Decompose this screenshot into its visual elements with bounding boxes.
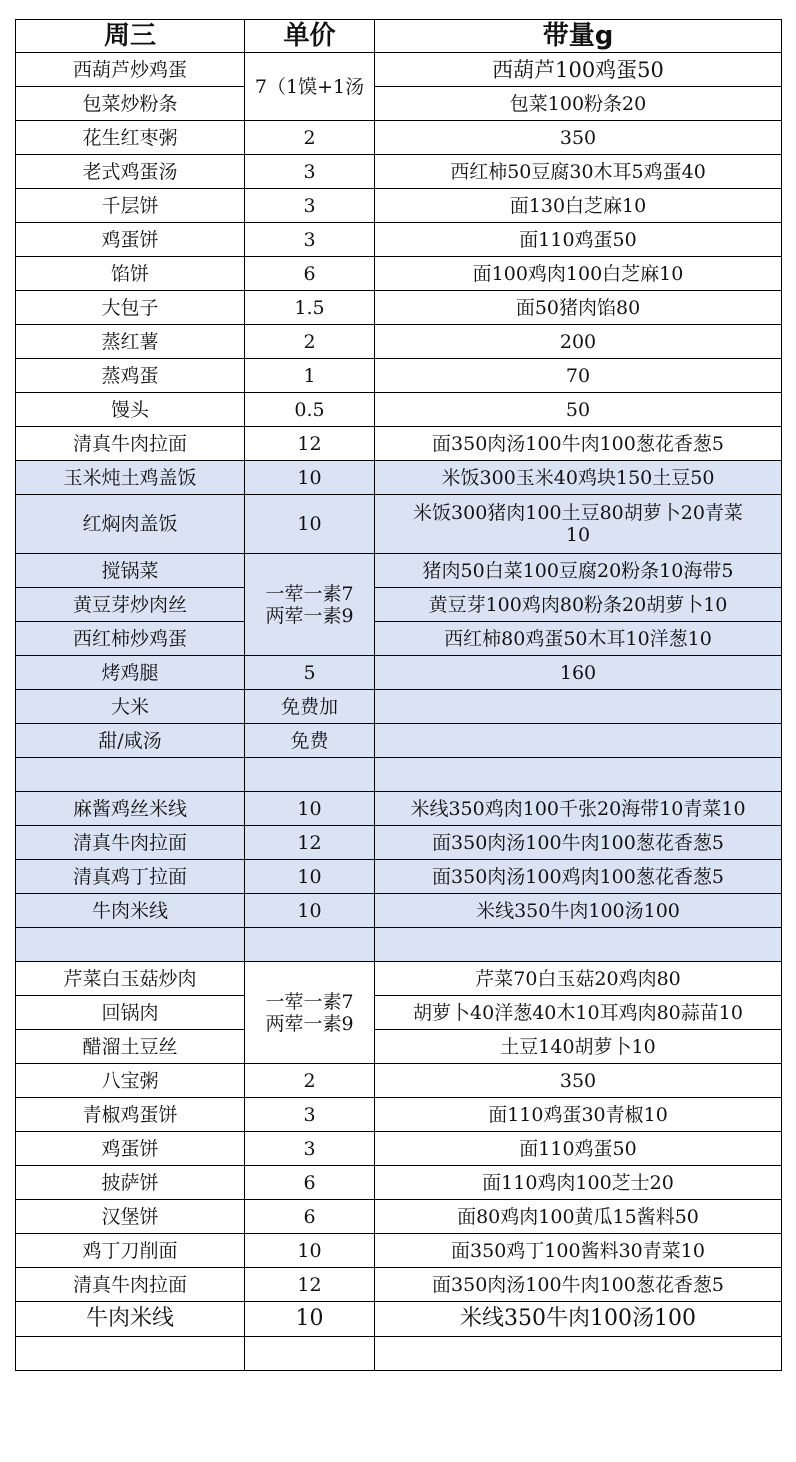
empty-cell <box>16 1337 245 1371</box>
dish-name: 鸡丁刀削面 <box>16 1234 245 1268</box>
dish-price: 5 <box>245 656 375 690</box>
dish-portion: 米线350牛肉100汤100 <box>375 1302 782 1337</box>
header-price: 单价 <box>245 20 375 53</box>
dish-portion: 面50猪肉馅80 <box>375 291 782 325</box>
table-row <box>16 588 782 622</box>
table-row <box>16 155 782 189</box>
dish-portion: 米线350鸡肉100千张20海带10青菜10 <box>375 792 782 826</box>
dish-name: 青椒鸡蛋饼 <box>16 1098 245 1132</box>
table-row <box>16 53 782 87</box>
dish-name: 花生红枣粥 <box>16 121 245 155</box>
dish-name: 清真牛肉拉面 <box>16 427 245 461</box>
dish-portion <box>375 690 782 724</box>
dish-name: 芹菜白玉菇炒肉 <box>16 962 245 996</box>
table-row <box>16 1064 782 1098</box>
table-row <box>16 1200 782 1234</box>
dish-price: 免费 <box>245 724 375 758</box>
dish-portion: 面350肉汤100鸡肉100葱花香葱5 <box>375 860 782 894</box>
dish-price: 3 <box>245 223 375 257</box>
table-row <box>16 690 782 724</box>
dish-price: 1 <box>245 359 375 393</box>
dish-name: 包菜炒粉条 <box>16 87 245 121</box>
dish-portion: 面350肉汤100牛肉100葱花香葱5 <box>375 427 782 461</box>
dish-price: 7（1馍+1汤 <box>245 53 375 121</box>
menu-table <box>15 19 782 1371</box>
table-row <box>16 359 782 393</box>
dish-price: 10 <box>245 792 375 826</box>
table-row <box>16 461 782 495</box>
dish-name: 大米 <box>16 690 245 724</box>
empty-cell <box>245 758 375 792</box>
dish-price <box>245 962 375 1064</box>
dish-price: 1.5 <box>245 291 375 325</box>
dish-name: 西葫芦炒鸡蛋 <box>16 53 245 87</box>
table-row <box>16 223 782 257</box>
dish-name: 披萨饼 <box>16 1166 245 1200</box>
dish-portion-line: 米饭300猪肉100土豆80胡萝卜20青菜 <box>413 502 743 524</box>
dish-price: 2 <box>245 121 375 155</box>
table-row <box>16 996 782 1030</box>
dish-name: 西红柿炒鸡蛋 <box>16 622 245 656</box>
dish-name: 清真鸡丁拉面 <box>16 860 245 894</box>
dish-name: 烤鸡腿 <box>16 656 245 690</box>
dish-price: 3 <box>245 1098 375 1132</box>
dish-portion: 米线350牛肉100汤100 <box>375 894 782 928</box>
dish-name: 大包子 <box>16 291 245 325</box>
dish-portion: 面80鸡肉100黄瓜15酱料50 <box>375 1200 782 1234</box>
empty-cell <box>375 1337 782 1371</box>
dish-price: 6 <box>245 1166 375 1200</box>
price-line: 两荤一素9 <box>265 604 354 627</box>
table-row <box>16 1030 782 1064</box>
dish-name: 千层饼 <box>16 189 245 223</box>
dish-portion: 面110鸡蛋30青椒10 <box>375 1098 782 1132</box>
table-row <box>16 724 782 758</box>
dish-portion: 面110鸡蛋50 <box>375 1132 782 1166</box>
dish-price <box>245 554 375 656</box>
price-line: 一荤一素7 <box>265 582 354 605</box>
dish-portion: 面350肉汤100牛肉100葱花香葱5 <box>375 826 782 860</box>
dish-name: 麻酱鸡丝米线 <box>16 792 245 826</box>
dish-price: 免费加 <box>245 690 375 724</box>
dish-price: 3 <box>245 1132 375 1166</box>
empty-row <box>16 928 782 962</box>
table-row <box>16 622 782 656</box>
dish-portion: 350 <box>375 121 782 155</box>
empty-cell <box>16 928 245 962</box>
dish-price: 2 <box>245 1064 375 1098</box>
table-row <box>16 189 782 223</box>
dish-portion-line: 10 <box>565 524 591 546</box>
dish-name: 鸡蛋饼 <box>16 1132 245 1166</box>
dish-price: 3 <box>245 189 375 223</box>
dish-name: 鸡蛋饼 <box>16 223 245 257</box>
dish-name: 蒸鸡蛋 <box>16 359 245 393</box>
table-header-row <box>16 20 782 53</box>
price-line: 一荤一素7 <box>265 990 354 1013</box>
dish-portion: 面130白芝麻10 <box>375 189 782 223</box>
dish-name: 八宝粥 <box>16 1064 245 1098</box>
dish-price: 3 <box>245 155 375 189</box>
dish-portion: 面100鸡肉100白芝麻10 <box>375 257 782 291</box>
empty-cell <box>245 1337 375 1371</box>
dish-price: 10 <box>245 860 375 894</box>
table-row <box>16 656 782 690</box>
dish-name: 回锅肉 <box>16 996 245 1030</box>
dish-portion: 黄豆芽100鸡肉80粉条20胡萝卜10 <box>375 588 782 622</box>
table-row <box>16 894 782 928</box>
dish-portion: 包菜100粉条20 <box>375 87 782 121</box>
table-row <box>16 554 782 588</box>
dish-portion <box>375 724 782 758</box>
dish-price: 10 <box>245 894 375 928</box>
empty-cell <box>375 928 782 962</box>
dish-name: 搅锅菜 <box>16 554 245 588</box>
table-row <box>16 1302 782 1337</box>
dish-price: 0.5 <box>245 393 375 427</box>
table-row <box>16 87 782 121</box>
dish-portion <box>375 495 782 554</box>
table-row <box>16 860 782 894</box>
table-row <box>16 1234 782 1268</box>
header-day: 周三 <box>16 20 245 53</box>
dish-price: 12 <box>245 826 375 860</box>
dish-portion: 200 <box>375 325 782 359</box>
empty-row <box>16 758 782 792</box>
dish-name: 玉米炖土鸡盖饭 <box>16 461 245 495</box>
price-line: 两荤一素9 <box>265 1012 354 1035</box>
dish-price: 10 <box>245 1302 375 1337</box>
dish-portion: 50 <box>375 393 782 427</box>
table-row <box>16 495 782 554</box>
dish-name: 甜/咸汤 <box>16 724 245 758</box>
dish-name: 老式鸡蛋汤 <box>16 155 245 189</box>
dish-name: 红焖肉盖饭 <box>16 495 245 554</box>
dish-price: 10 <box>245 461 375 495</box>
dish-portion: 土豆140胡萝卜10 <box>375 1030 782 1064</box>
dish-name: 馒头 <box>16 393 245 427</box>
dish-name: 清真牛肉拉面 <box>16 826 245 860</box>
dish-portion: 米饭300玉米40鸡块150土豆50 <box>375 461 782 495</box>
dish-name: 汉堡饼 <box>16 1200 245 1234</box>
empty-cell <box>16 758 245 792</box>
dish-price: 6 <box>245 257 375 291</box>
dish-portion: 160 <box>375 656 782 690</box>
empty-cell <box>245 928 375 962</box>
table-row <box>16 325 782 359</box>
table-row <box>16 1166 782 1200</box>
table-row <box>16 427 782 461</box>
dish-portion: 胡萝卜40洋葱40木10耳鸡肉80蒜苗10 <box>375 996 782 1030</box>
dish-name: 黄豆芽炒肉丝 <box>16 588 245 622</box>
dish-price: 6 <box>245 1200 375 1234</box>
dish-name: 馅饼 <box>16 257 245 291</box>
empty-cell <box>375 758 782 792</box>
dish-price: 10 <box>245 1234 375 1268</box>
dish-portion: 350 <box>375 1064 782 1098</box>
dish-name: 牛肉米线 <box>16 1302 245 1337</box>
table-row <box>16 121 782 155</box>
dish-name: 蒸红薯 <box>16 325 245 359</box>
dish-name: 清真牛肉拉面 <box>16 1268 245 1302</box>
table-row <box>16 393 782 427</box>
table-row <box>16 1268 782 1302</box>
dish-portion: 西葫芦100鸡蛋50 <box>375 53 782 87</box>
dish-portion: 芹菜70白玉菇20鸡肉80 <box>375 962 782 996</box>
table-row <box>16 1132 782 1166</box>
table-row <box>16 792 782 826</box>
table-row <box>16 826 782 860</box>
dish-name: 醋溜土豆丝 <box>16 1030 245 1064</box>
dish-portion: 西红柿50豆腐30木耳5鸡蛋40 <box>375 155 782 189</box>
empty-row <box>16 1337 782 1371</box>
dish-name: 牛肉米线 <box>16 894 245 928</box>
dish-price: 2 <box>245 325 375 359</box>
dish-portion: 猪肉50白菜100豆腐20粉条10海带5 <box>375 554 782 588</box>
dish-portion: 西红柿80鸡蛋50木耳10洋葱10 <box>375 622 782 656</box>
dish-portion: 70 <box>375 359 782 393</box>
dish-portion: 面350肉汤100牛肉100葱花香葱5 <box>375 1268 782 1302</box>
dish-portion: 面110鸡蛋50 <box>375 223 782 257</box>
header-portion: 带量g <box>375 20 782 53</box>
dish-price: 12 <box>245 1268 375 1302</box>
table-row <box>16 1098 782 1132</box>
table-row <box>16 257 782 291</box>
dish-price: 10 <box>245 495 375 554</box>
table-row <box>16 291 782 325</box>
dish-portion: 面350鸡丁100酱料30青菜10 <box>375 1234 782 1268</box>
table-row <box>16 962 782 996</box>
dish-portion: 面110鸡肉100芝士20 <box>375 1166 782 1200</box>
dish-price: 12 <box>245 427 375 461</box>
